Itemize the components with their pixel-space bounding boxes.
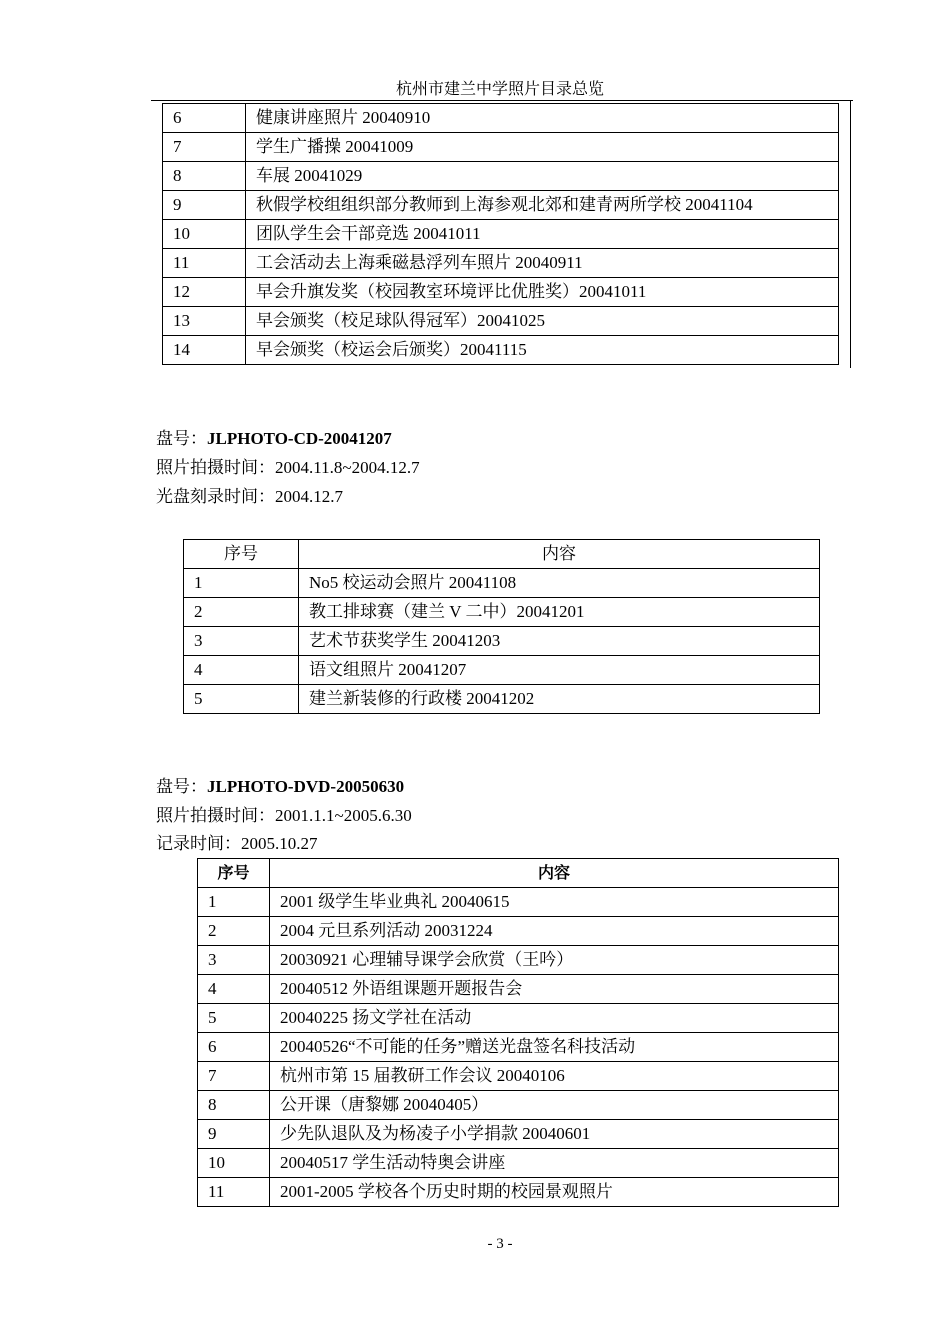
row-content: 20030921 心理辅导课学会欣赏（王吟）: [270, 946, 839, 975]
row-content: 早会颁奖（校足球队得冠军）20041025: [246, 307, 839, 336]
row-index: 10: [163, 220, 246, 249]
row-index: 6: [163, 104, 246, 133]
row-index: 9: [163, 191, 246, 220]
row-index: 4: [184, 656, 299, 685]
row-index: 3: [184, 627, 299, 656]
row-content: No5 校运动会照片 20041108: [299, 569, 820, 598]
table-row: [163, 249, 839, 278]
row-index: 9: [198, 1120, 270, 1149]
row-content: 2004 元旦系列活动 20031224: [270, 917, 839, 946]
disc-id: JLPHOTO-DVD-20050630: [207, 777, 405, 796]
table-row: [198, 946, 839, 975]
row-content: 20040512 外语组课题开题报告会: [270, 975, 839, 1004]
table-row: [184, 569, 820, 598]
row-content: 学生广播操 20041009: [246, 133, 839, 162]
row-index: 2: [184, 598, 299, 627]
row-content: 公开课（唐黎娜 20040405）: [270, 1091, 839, 1120]
row-index: 7: [198, 1062, 270, 1091]
record-time-label: 记录时间：: [156, 834, 241, 853]
burn-time-label: 光盘刻录时间：: [156, 487, 275, 506]
table-row: [198, 888, 839, 917]
column-header-index: 序号: [184, 540, 299, 569]
column-header-content: 内容: [299, 540, 820, 569]
disc-id-line: [156, 428, 392, 450]
row-index: 1: [184, 569, 299, 598]
row-content: 杭州市第 15 届教研工作会议 20040106: [270, 1062, 839, 1091]
table-row: [198, 1062, 839, 1091]
table-row: [163, 220, 839, 249]
row-index: 5: [184, 685, 299, 714]
row-index: 1: [198, 888, 270, 917]
row-index: 12: [163, 278, 246, 307]
row-index: 8: [198, 1091, 270, 1120]
table-row: [184, 656, 820, 685]
record-time-line: [156, 833, 318, 855]
row-content: 2001-2005 学校各个历史时期的校园景观照片: [270, 1178, 839, 1207]
page-number: - 3 -: [487, 1236, 513, 1252]
row-index: 11: [163, 249, 246, 278]
table-row: [163, 191, 839, 220]
row-content: 20040526“不可能的任务”赠送光盘签名科技活动: [270, 1033, 839, 1062]
row-content: 教工排球赛（建兰 V 二中）20041201: [299, 598, 820, 627]
row-index: 13: [163, 307, 246, 336]
row-index: 8: [163, 162, 246, 191]
column-header-index: 序号: [198, 859, 270, 888]
row-index: 2: [198, 917, 270, 946]
table-row: [163, 336, 839, 365]
row-content: 团队学生会干部竞选 20041011: [246, 220, 839, 249]
table-row: [198, 1149, 839, 1178]
table-row: [198, 917, 839, 946]
shoot-time-label: 照片拍摄时间：: [156, 806, 275, 825]
row-content: 建兰新装修的行政楼 20041202: [299, 685, 820, 714]
table-row: [198, 1178, 839, 1207]
row-content: 车展 20041029: [246, 162, 839, 191]
table-row: [163, 278, 839, 307]
row-content: 20040225 扬文学社在活动: [270, 1004, 839, 1033]
record-time-value: 2005.10.27: [241, 834, 318, 853]
shoot-time-line: [156, 457, 420, 479]
row-content: 20040517 学生活动特奥会讲座: [270, 1149, 839, 1178]
table-row: [163, 104, 839, 133]
row-content: 秋假学校组组织部分教师到上海参观北郊和建青两所学校 20041104: [246, 191, 839, 220]
disc-id-line: [156, 776, 404, 798]
table-row: [163, 307, 839, 336]
row-content: 艺术节获奖学生 20041203: [299, 627, 820, 656]
table-row: [198, 975, 839, 1004]
row-index: 10: [198, 1149, 270, 1178]
photo-table-dvd: [197, 858, 839, 1207]
shoot-time-line: [156, 805, 412, 827]
disc-label: 盘号：: [156, 429, 207, 448]
column-header-content: 内容: [270, 859, 839, 888]
table-row: [184, 685, 820, 714]
table-row: [198, 1120, 839, 1149]
burn-time-line: [156, 486, 343, 508]
row-index: 3: [198, 946, 270, 975]
table-row: [184, 598, 820, 627]
table-row: [184, 627, 820, 656]
row-index: 5: [198, 1004, 270, 1033]
row-index: 7: [163, 133, 246, 162]
burn-time-value: 2004.12.7: [275, 487, 343, 506]
row-content: 2001 级学生毕业典礼 20040615: [270, 888, 839, 917]
row-content: 语文组照片 20041207: [299, 656, 820, 685]
table-row: [198, 1004, 839, 1033]
row-content: 早会颁奖（校运会后颁奖）20041115: [246, 336, 839, 365]
photo-table-continued: [162, 103, 839, 365]
row-index: 11: [198, 1178, 270, 1207]
table-row: [163, 133, 839, 162]
row-content: 健康讲座照片 20040910: [246, 104, 839, 133]
header-vertical-rule: [850, 100, 851, 368]
photo-table-cd: [183, 539, 820, 714]
page-header-title: 杭州市建兰中学照片目录总览: [395, 81, 604, 98]
shoot-time-label: 照片拍摄时间：: [156, 458, 275, 477]
row-index: 6: [198, 1033, 270, 1062]
table-row: [198, 1033, 839, 1062]
row-content: 少先队退队及为杨凌子小学捐款 20040601: [270, 1120, 839, 1149]
row-index: 4: [198, 975, 270, 1004]
disc-label: 盘号：: [156, 777, 207, 796]
row-index: 14: [163, 336, 246, 365]
table-row: [163, 162, 839, 191]
disc-id: JLPHOTO-CD-20041207: [207, 429, 392, 448]
row-content: 工会活动去上海乘磁悬浮列车照片 20040911: [246, 249, 839, 278]
row-content: 早会升旗发奖（校园教室环境评比优胜奖）20041011: [246, 278, 839, 307]
header-rule: [151, 100, 853, 101]
table-row: [198, 1091, 839, 1120]
shoot-time-value: 2004.11.8~2004.12.7: [275, 458, 420, 477]
shoot-time-value: 2001.1.1~2005.6.30: [275, 806, 412, 825]
